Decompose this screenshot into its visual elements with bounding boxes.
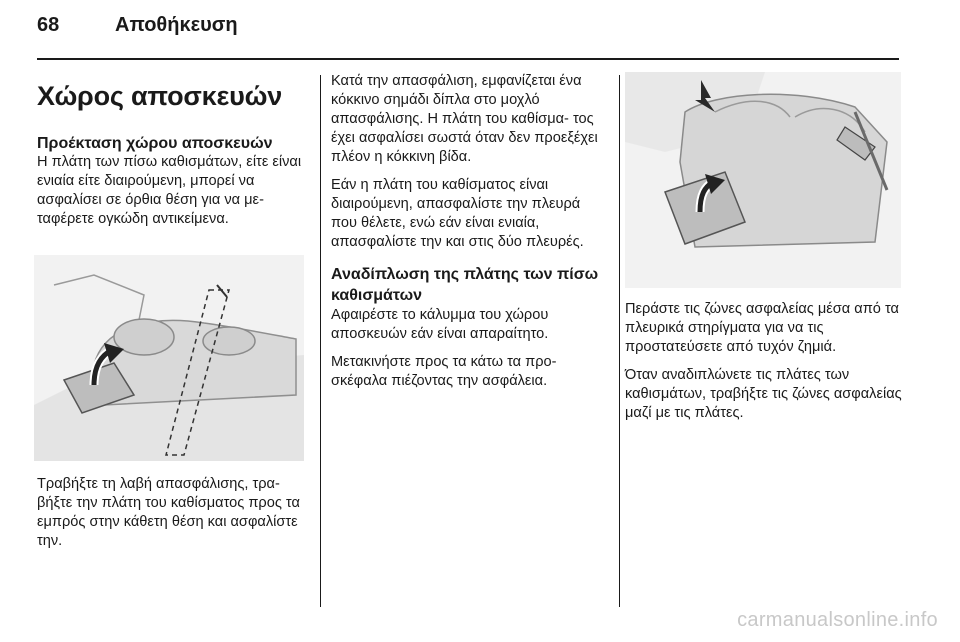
header-rule — [37, 58, 899, 60]
paragraph: Περάστε τις ζώνες ασφαλείας μέσα από τα πλευρικά στηρίγματα για να τις προστατεύσετε από τυχόν ζημιά. — [625, 301, 899, 355]
subsection-title: Προέκταση χώρου αποσκευών — [37, 135, 273, 152]
middle-column — [331, 72, 603, 400]
paragraph: Όταν αναδιπλώνετε τις πλάτες των καθισμάτων, τραβήξτε τις ζώνες ασφαλείας μαζί με τις πλάτες. — [625, 367, 902, 421]
paragraph: Μετακινήστε προς τα κάτω τα προ- σκέφαλα πιέζοντας την ασφάλεια. — [331, 354, 557, 389]
column-divider — [619, 75, 620, 607]
watermark: carmanualsonline.info — [737, 609, 938, 631]
subsection-title: Αναδίπλωση της πλάτης των πίσω καθισμάτων — [331, 266, 599, 304]
seatback-release-illustration — [34, 255, 304, 461]
chapter-title: Αποθήκευση — [115, 14, 238, 36]
seatbelt-guide-illustration — [625, 72, 901, 288]
section-title: Χώρος αποσκευών — [37, 81, 283, 111]
page-number: 68 — [37, 14, 60, 36]
column-divider — [320, 75, 321, 607]
paragraph: Κατά την απασφάλιση, εμφανίζεται ένα κόκκινο σημάδι δίπλα στο μοχλό απασφάλισης. Η πλάτη του καθίσμα- τος έχει ασφαλίσει σωστά όταν δεν προεξέχει πλέον η κόκκινη βίδα. — [331, 73, 598, 165]
paragraph: Αφαιρέστε το κάλυμμα του χώρου αποσκευών εάν είναι απαραίτητο. — [331, 307, 549, 342]
paragraph: Εάν η πλάτη του καθίσματος είναι διαιρούμενη, απασφαλίστε την πλευρά που θέλετε, ενώ εάν είναι ενιαία, απασφαλίστε την και στις δύο πλευρές. — [331, 177, 584, 250]
left-column — [37, 72, 305, 560]
intro-paragraph: Η πλάτη των πίσω καθισμάτων, είτε είναι ενιαία είτε διαιρούμενη, μπορεί να ασφαλίσει σε όρθια θέση για να με- ταφέρετε ογκώδη αντικείμενα. — [37, 154, 302, 227]
right-column — [625, 72, 903, 432]
figure-caption: Τραβήξτε τη λαβή απασφάλισης, τρα- βήξτε την πλάτη του καθίσματος προς τα εμπρός στην κάθετη θέση και ασφαλίστε την. — [37, 476, 300, 549]
